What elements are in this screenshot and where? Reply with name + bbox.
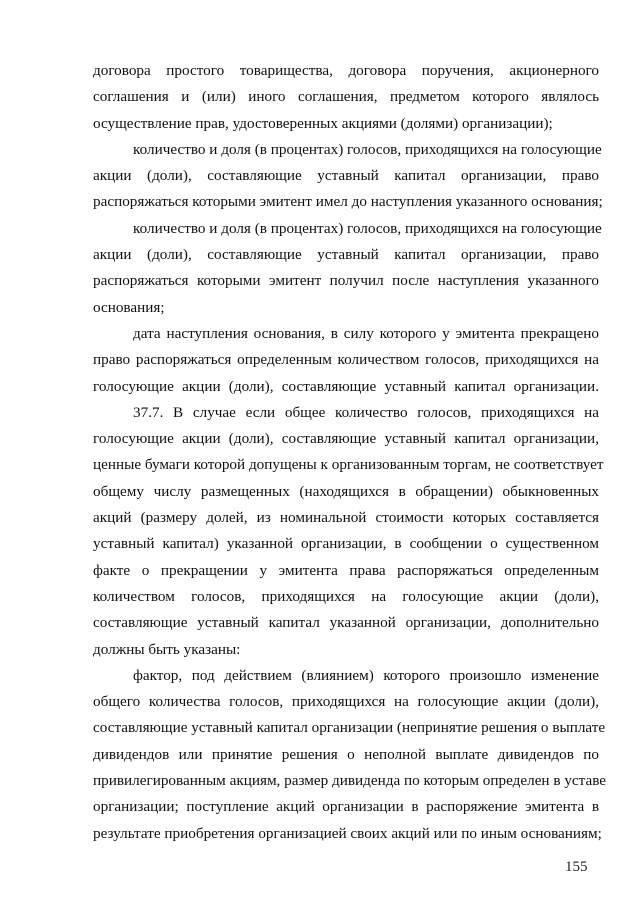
paragraph-first-line: дата наступления основания, в силу которого у эмитента прекращено [133,324,599,342]
paragraph-first-line: количество и доля (в процентах) голосов, приходящихся на голосующие [133,140,602,158]
text-line: голосующие акции (доли), составляющие уставный капитал организации, [93,430,599,448]
text-line: акций (размеру долей, из номинальной стоимости которых составляется [93,509,599,527]
text-line: договора простого товарищества, договора поручения, акционерного [93,62,599,79]
paragraph-first-line: количество и доля (в процентах) голосов, приходящихся на голосующие [133,219,602,237]
text-line: организации; поступление акций организации в распоряжение эмитента в [93,798,599,816]
text-line: факте о прекращении у эмитента права распоряжаться определенным [93,561,599,579]
text-line: осуществление прав, удостоверенных акциями (долями) организации); [93,114,553,132]
text-line: составляющие уставный капитал организации (непринятие решения о выплате [93,719,606,737]
text-line: должны быть указаны: [93,640,241,658]
text-line: уставный капитал) указанной организации, в сообщении о существенном [93,535,599,553]
text-line: результате приобретения организацией своих акций или по иным основаниям; [93,824,602,842]
text-body [93,58,607,847]
text-line: право распоряжаться определенным количеством голосов, приходящихся на [93,351,599,369]
text-line: общему числу размещенных (находящихся в обращении) обыкновенных [93,482,599,500]
text-line: соглашения и (или) иного соглашения, предметом которого являлось [93,88,599,106]
text-line: общего количества голосов, приходящихся на голосующие акции (доли), [93,693,599,711]
paragraph-first-line: фактор, под действием (влиянием) которого произошло изменение [133,666,599,684]
text-line: дивидендов или принятие решения о неполной выплате дивидендов по [93,745,599,763]
text-line: распоряжаться которыми эмитент имел до наступления указанного основания; [93,193,603,211]
page-number: 155 [565,859,588,875]
paragraph-first-line: 37.7. В случае если общее количество голосов, приходящихся на [133,403,599,421]
text-line: количеством голосов, приходящихся на голосующие акции (доли), [93,587,599,605]
text-line: акции (доли), составляющие уставный капитал организации, право [93,246,599,264]
text-line: голосующие акции (доли), составляющие уставный капитал организации. [93,377,599,395]
text-line: ценные бумаги которой допущены к организованным торгам, не соответствует [93,456,604,474]
text-line: основания; [93,298,165,316]
text-line: составляющие уставный капитал указанной организации, дополнительно [93,614,599,632]
text-line: акции (доли), составляющие уставный капитал организации, право [93,167,599,185]
text-line: привилегированным акциям, размер дивиденда по которым определен в уставе [93,772,607,790]
text-line: распоряжаться которыми эмитент получил после наступления указанного [93,272,599,290]
